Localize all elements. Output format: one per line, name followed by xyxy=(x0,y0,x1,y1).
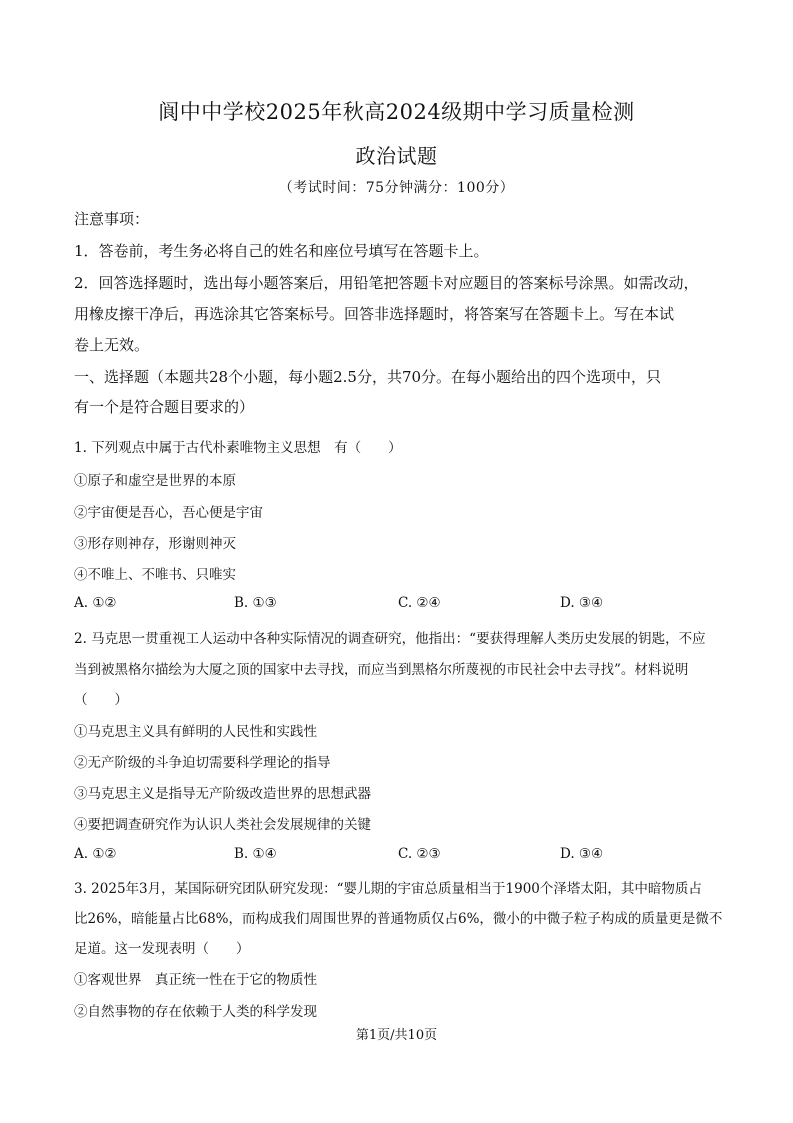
q3-statement-2: ②自然事物的存在依赖于人类的科学发现 xyxy=(74,1004,317,1020)
q2-stem-line-2: 当到被黑格尔描绘为大厦之顶的国家中去寻找，而应当到黑格尔所蔑视的市民社会中去寻找”。材料说明 xyxy=(74,662,689,678)
q1-statement-1: ①原子和虚空是世界的本原 xyxy=(74,473,236,489)
exam-info: （考试时间：75分钟满分：100分） xyxy=(278,180,515,196)
q2-statement-3: ③马克思主义是指导无产阶级改造世界的思想武器 xyxy=(74,786,371,802)
q1-option-d: D. ③④ xyxy=(560,595,604,611)
q3-stem-line-3: 足道。这一发现表明（ ） xyxy=(74,941,250,957)
q3-stem-line-1: 3. 2025年3月，某国际研究团队研究发现：“婴儿期的宇宙总质量相当于1900个泽塔太阳，其中暗物质占 xyxy=(74,881,702,897)
q2-option-c: C. ②③ xyxy=(398,846,441,862)
subject-title: 政治试题 xyxy=(355,144,438,168)
q2-statement-2: ②无产阶级的斗争迫切需要科学理论的指导 xyxy=(74,755,331,771)
exam-title: 阆中中学校2025年秋高2024级期中学习质量检测 xyxy=(158,100,635,124)
q3-stem-line-2: 比26%，暗能量占比68%，而构成我们周围世界的普通物质仅占6%，微小的中微子粒子构成的质量更是微不 xyxy=(74,911,723,927)
q2-statement-4: ④要把调查研究作为认识人类社会发展规律的关键 xyxy=(74,817,371,833)
q1-statement-2: ②宇宙便是吾心，吾心便是宇宙 xyxy=(74,505,263,521)
q2-option-a: A. ①② xyxy=(74,846,117,862)
q2-stem-line-3: （ ） xyxy=(74,692,128,708)
q2-statement-1: ①马克思主义具有鲜明的人民性和实践性 xyxy=(74,724,317,740)
q2-stem-line-1: 2. 马克思一贯重视工人运动中各种实际情况的调查研究，他指出：“要获得理解人类历史发展的钥匙，不应 xyxy=(74,631,706,647)
q1-statement-3: ③形存则神存，形谢则神灭 xyxy=(74,536,236,552)
notice-item-2-line-2: 用橡皮擦干净后，再选涂其它答案标号。回答非选择题时，将答案写在答题卡上。写在本试 xyxy=(74,305,675,323)
q1-statement-4: ④不唯上、不唯书、只唯实 xyxy=(74,567,236,583)
q2-option-d: D. ③④ xyxy=(560,846,604,862)
q3-statement-1: ①客观世界 真正统一性在于它的物质性 xyxy=(74,972,317,988)
notice-item-1: 1．答卷前，考生务必将自己的姓名和座位号填写在答题卡上。 xyxy=(74,242,489,260)
notice-heading: 注意事项： xyxy=(74,210,150,228)
notice-item-2-line-1: 2．回答选择题时，选出每小题答案后，用铅笔把答题卡对应题目的答案标号涂黑。如需改动， xyxy=(74,274,699,292)
section-heading-line-2: 有一个是符合题目要求的） xyxy=(74,398,255,416)
page-number: 第1页/共10页 xyxy=(355,1028,438,1043)
q1-stem: 1. 下列观点中属于古代朴素唯物主义思想 有（ ） xyxy=(74,440,402,456)
q1-option-c: C. ②④ xyxy=(398,595,441,611)
section-heading-line-1: 一、选择题（本题共28个小题，每小题2.5分，共70分。在每小题给出的四个选项中，只 xyxy=(74,368,662,386)
q1-option-a: A. ①② xyxy=(74,595,117,611)
q2-option-b: B. ①④ xyxy=(234,846,277,862)
q1-option-b: B. ①③ xyxy=(234,595,277,611)
notice-item-2-line-3: 卷上无效。 xyxy=(74,336,150,354)
